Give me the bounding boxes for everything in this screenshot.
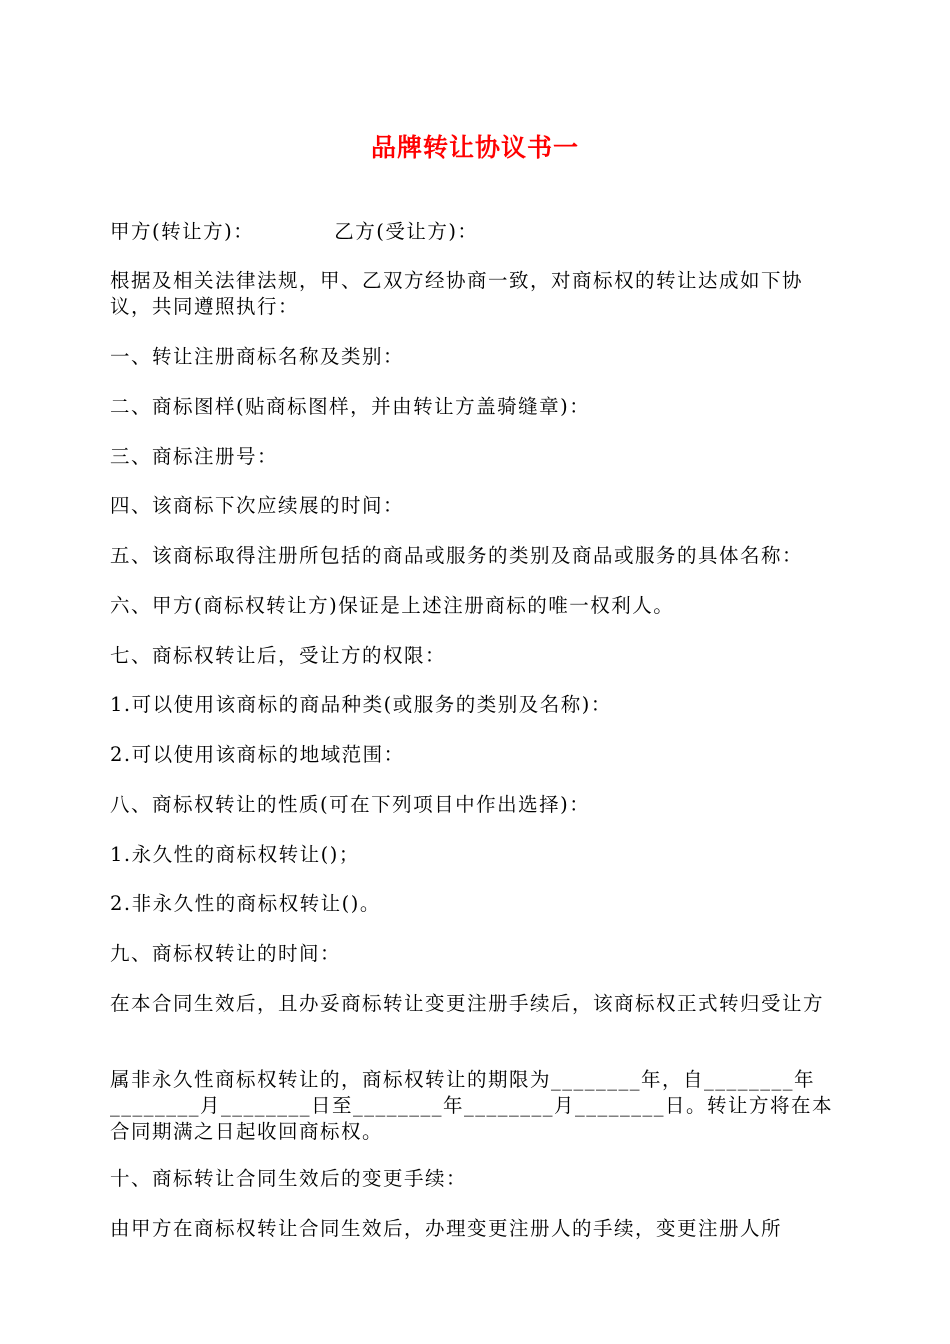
paragraph-item-8-1: 1.永久性的商标权转让()； [110, 843, 360, 866]
paragraph-item-8-2: 2.非永久性的商标权转让()。 [110, 892, 381, 915]
parties-line [110, 219, 842, 245]
paragraph-item-1: 一、转让注册商标名称及类别： [110, 345, 405, 368]
paragraph-item-8: 八、商标权转让的性质(可在下列项目中作出选择)： [110, 793, 591, 816]
paragraph-intro: 根据及相关法律法规，甲、乙双方经协商一致，对商标权的转让达成如下协议，共同遵照执行： [110, 269, 804, 318]
paragraph-item-7: 七、商标权转让后，受让方的权限： [110, 644, 447, 667]
paragraph-item-7-2: 2.可以使用该商标的地域范围： [110, 743, 405, 766]
paragraph-change-procedure: 由甲方在商标权转让合同生效后，办理变更注册人的手续，变更注册人所 [110, 1217, 783, 1240]
paragraph-item-4: 四、该商标下次应续展的时间： [110, 494, 405, 517]
paragraph-item-2: 二、商标图样(贴商标图样，并由转让方盖骑缝章)： [110, 395, 591, 418]
paragraph-item-10: 十、商标转让合同生效后的变更手续： [110, 1167, 468, 1190]
party-a-label: 甲方(转让方)： [110, 220, 255, 243]
document-title: 品牌转让协议书一 [370, 133, 579, 162]
party-b-label: 乙方(受让方)： [334, 220, 479, 243]
paragraph-item-6: 六、甲方(商标权转让方)保证是上述注册商标的唯一权利人。 [110, 594, 675, 617]
paragraph-item-5: 五、该商标取得注册所包括的商品或服务的类别及商品或服务的具体名称： [110, 544, 804, 567]
paragraph-transfer-term: 属非永久性商标权转让的，商标权转让的期限为________年，自________年________月________日至________年________月________日。转让方将在本合同期满之日起收回商标权。 [110, 1068, 834, 1143]
paragraph-item-7-1: 1.可以使用该商标的商品种类(或服务的类别及名称)： [110, 693, 612, 716]
paragraph-item-3: 三、商标注册号： [110, 445, 279, 468]
paragraph-item-9: 九、商标权转让的时间： [110, 942, 342, 965]
paragraph-transfer-time: 在本合同生效后，且办妥商标转让变更注册手续后，该商标权正式转归受让方 [110, 992, 825, 1015]
